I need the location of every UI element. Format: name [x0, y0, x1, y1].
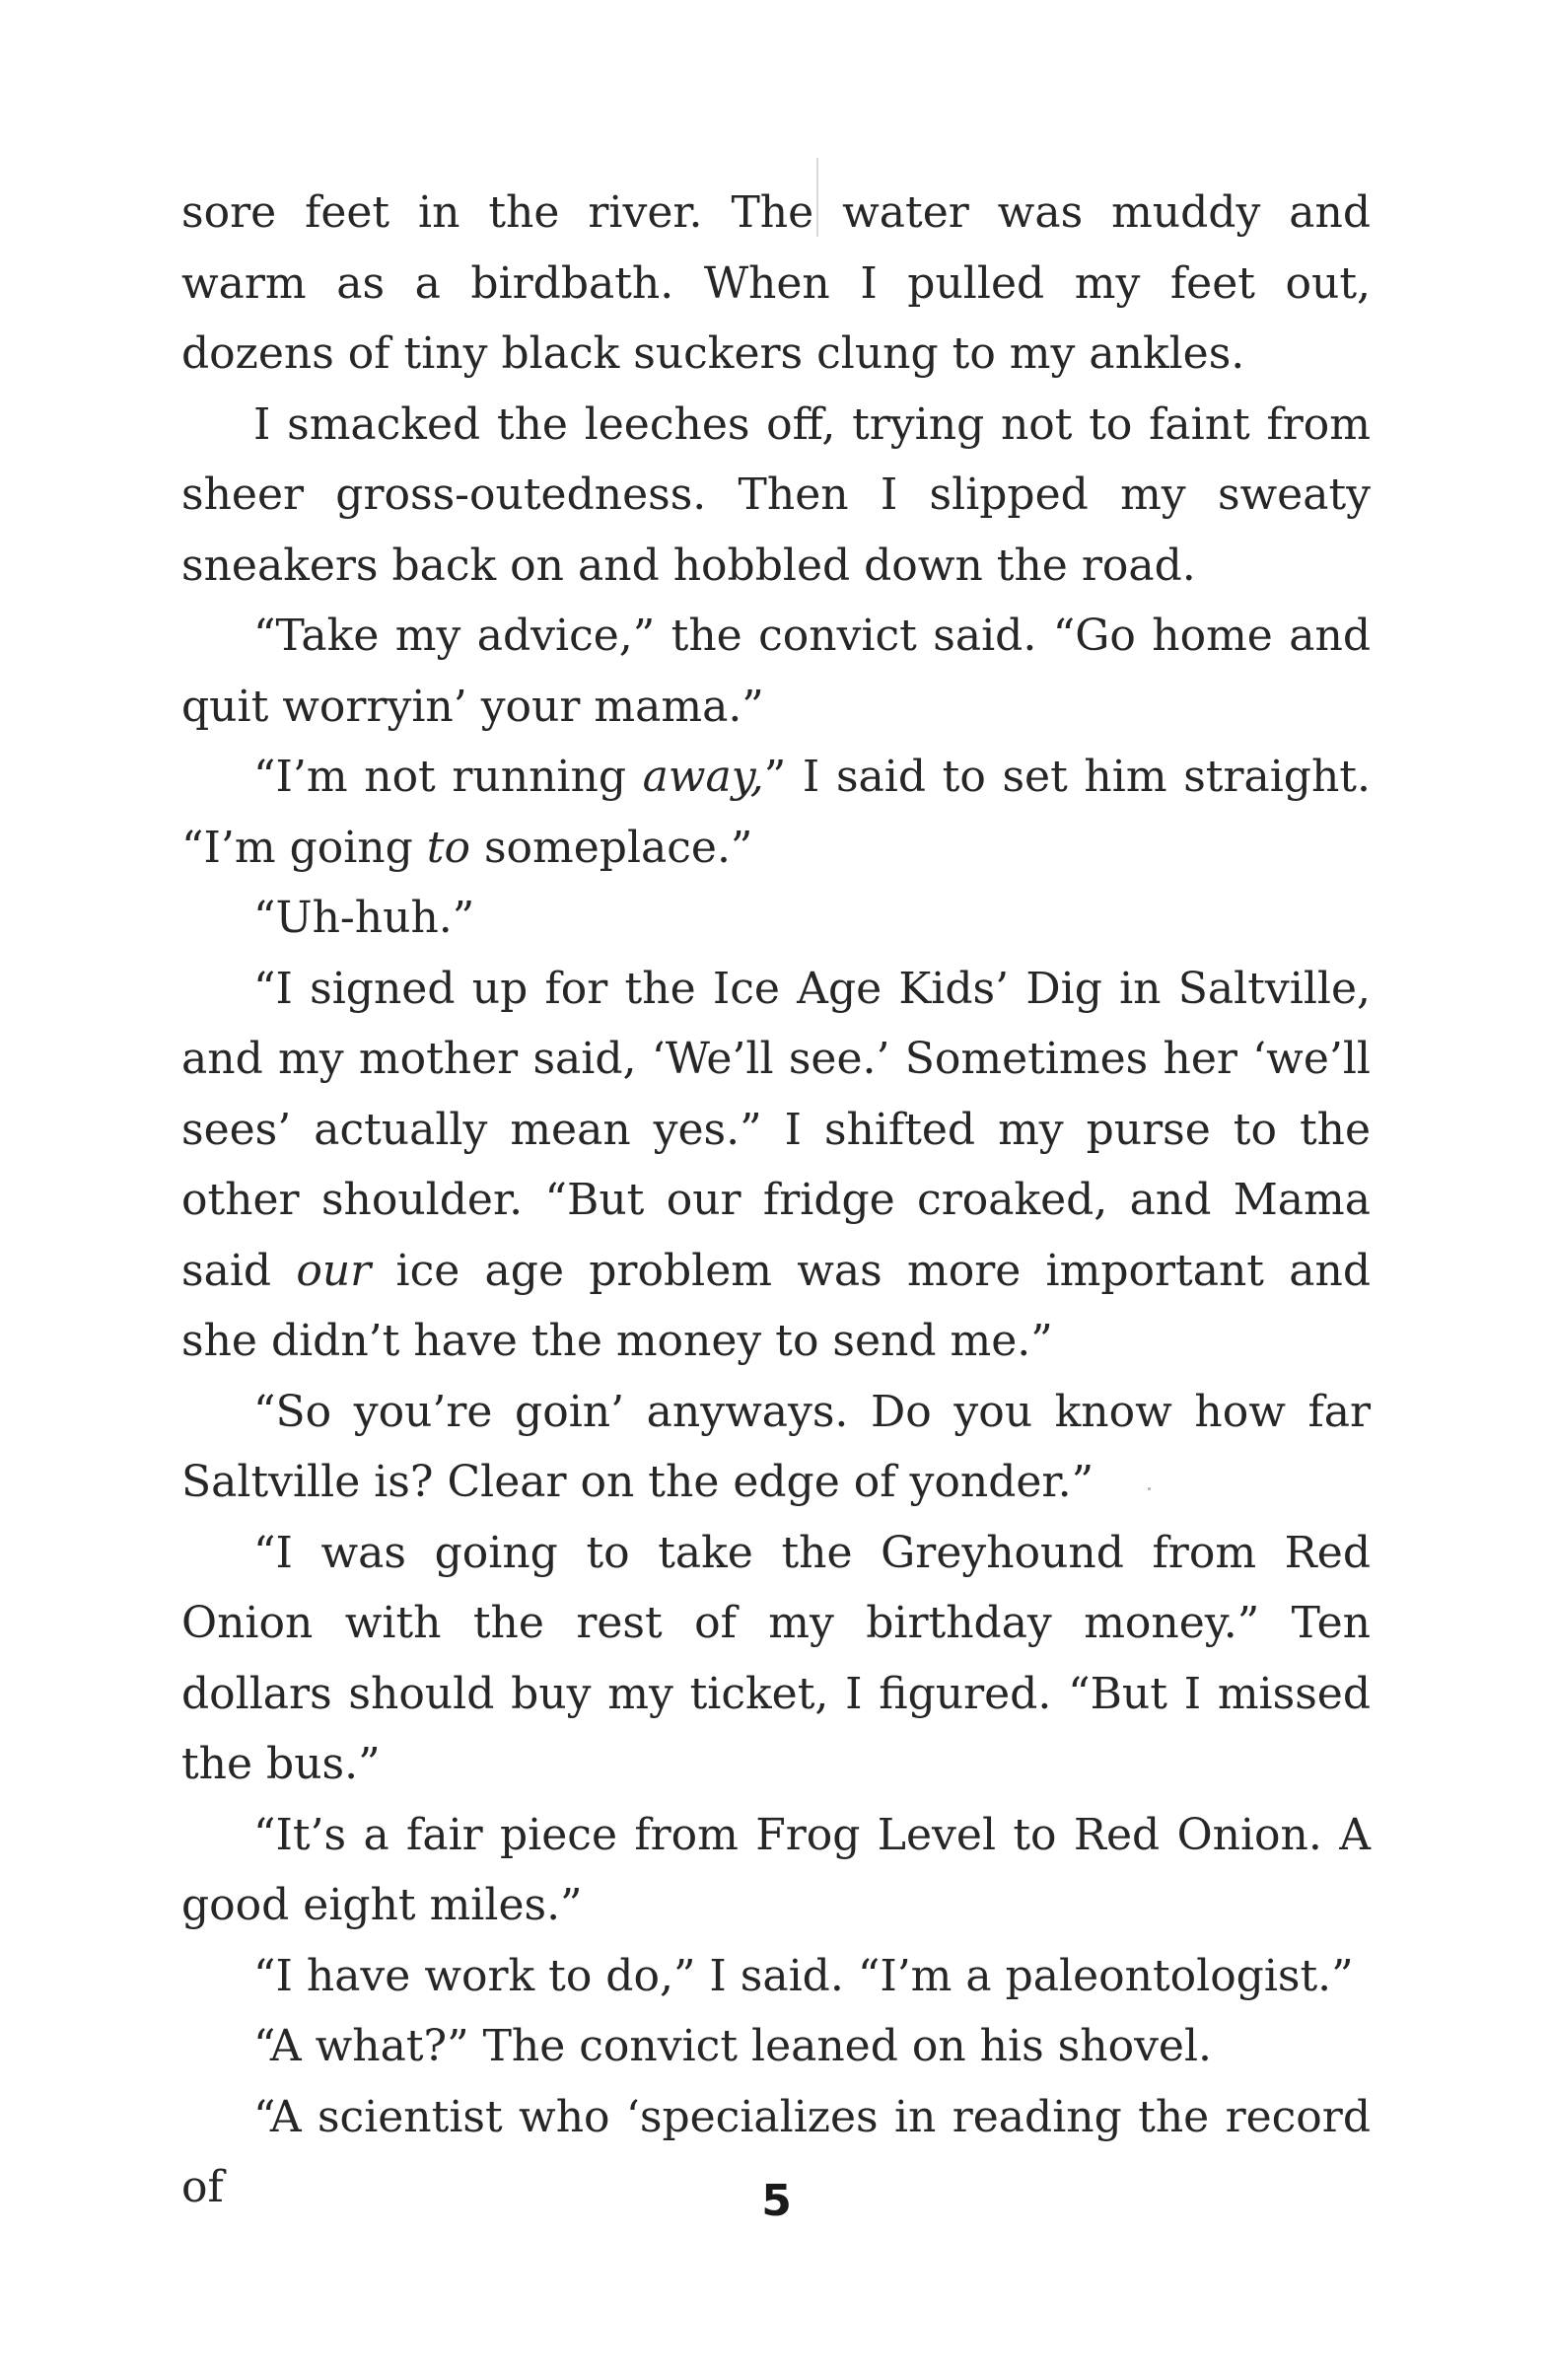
text-run: “A what?” The convict leaned on his shovel. [253, 2021, 1213, 2071]
paragraph [181, 1941, 1371, 2012]
paragraph [181, 1800, 1371, 1941]
text-run: ice age problem was more important and she didn’t have the money to send me.” [181, 1245, 1371, 1366]
text-run: “I have work to do,” I said. “I’m a paleontologist.” [253, 1950, 1354, 2001]
italic-text: to [426, 822, 470, 873]
text-run: “A scientist who ‘specializes in reading the record of [181, 2091, 1371, 2212]
page-number: 5 [761, 2176, 792, 2226]
paragraph [181, 2011, 1371, 2082]
text-run: sore feet in the river. The water was muddy and warm as a birdbath. When I pulled my feet out, dozens of tiny black suckers clung to my ankles. [181, 187, 1371, 379]
italic-text: away, [642, 752, 764, 802]
text-run: “It’s a fair piece from Frog Level to Red Onion. A good eight miles.” [181, 1809, 1371, 1930]
text-run: “I signed up for the Ice Age Kids’ Dig in Saltville, and my mother said, ‘We’ll see.’ Sometimes her ‘we’ll sees’ actually mean yes.” I shifted my purse to the other shoulder. “But our fridge croaked, and Mama said [181, 963, 1371, 1296]
text-run: “I was going to take the Greyhound from Red Onion with the rest of my birthday money.” Ten dollars should buy my ticket, I figured. “But I missed the bus.” [181, 1527, 1371, 1789]
text-run: “So you’re goin’ anyways. Do you know how far Saltville is? Clear on the edge of yonder.” [181, 1386, 1371, 1507]
paragraph [181, 178, 1371, 390]
paragraph [181, 601, 1371, 742]
text-run: I smacked the leeches off, trying not to faint from sheer gross-outedness. Then I slipped my sweaty sneakers back on and hobbled down the road. [181, 398, 1371, 591]
italic-text: our [296, 1245, 372, 1296]
paragraph [181, 1518, 1371, 1800]
paragraph [181, 954, 1371, 1377]
text-run: “I’m not running [253, 752, 643, 802]
paragraph [181, 742, 1371, 883]
text-run: ” I said to set him straight. “I’m going [181, 752, 1371, 873]
paragraph [181, 1377, 1371, 1518]
paragraph [181, 390, 1371, 602]
body-text [181, 178, 1371, 2223]
text-run: “Take my advice,” the convict said. “Go home and quit worryin’ your mama.” [181, 611, 1371, 732]
text-run: someplace.” [469, 822, 753, 873]
text-run: “Uh-huh.” [253, 893, 475, 943]
paragraph [181, 883, 1371, 954]
